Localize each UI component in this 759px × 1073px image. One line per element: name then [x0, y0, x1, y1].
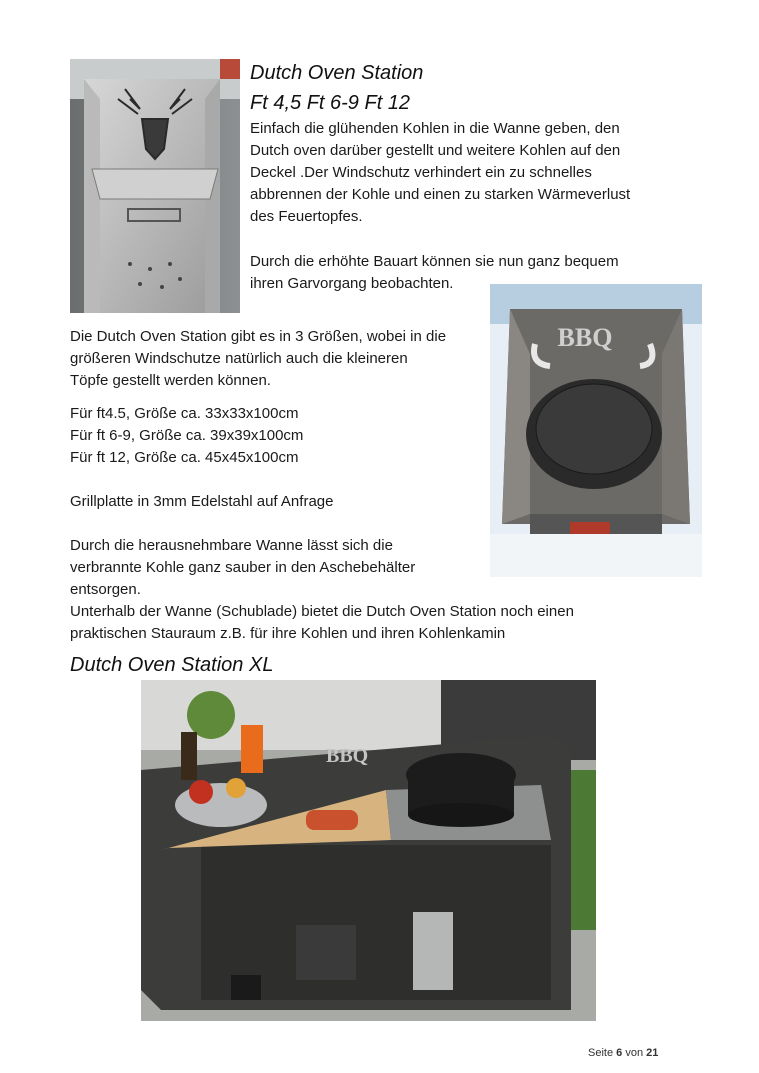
size-item: Für ft 6-9, Größe ca. 39x39x100cm	[70, 427, 304, 444]
section-title-xl: Dutch Oven Station XL	[70, 654, 274, 676]
tray-paragraph: Durch die herausnehmbare Wanne lässt sich die verbrannte Kohle ganz sauber in den Aschebehälter entsorgen. Unterhalb der Wanne (Schublade) bietet die Dutch Oven Station noch einen praktischen Stauraum z.B. für ihre Kohlen und ihren Kohlenkamin	[70, 537, 574, 642]
sizes-list	[70, 403, 485, 469]
page-footer: Seite 6 von 21	[588, 1047, 659, 1059]
grill-plate-note: Grillplatte in 3mm Edelstahl auf Anfrage	[70, 493, 334, 510]
title-line-1: Dutch Oven Station	[250, 62, 424, 84]
size-item: Für ft 12, Größe ca. 45x45x100cm	[70, 449, 299, 466]
height-paragraph: Durch die erhöhte Bauart können sie nun ganz bequem ihren Garvorgang beobachten.	[250, 253, 619, 292]
intro-paragraph: Einfach die glühenden Kohlen in die Wanne geben, den Dutch oven darüber gestellt und weitere Kohlen auf den Deckel .Der Windschutz verhindert ein zu schnelles abbrennen der Kohle und einen zu starken Wärmeverlust des Feuertopfes.	[250, 120, 631, 225]
title-line-2: Ft 4,5 Ft 6-9 Ft 12	[250, 92, 411, 114]
bbq-cutout-text: BBQ	[557, 323, 613, 352]
stag-station-photo	[70, 59, 240, 313]
sizes-intro-paragraph: Die Dutch Oven Station gibt es in 3 Größen, wobei in die größeren Windschutze natürlich auch die kleineren Töpfe gestellt werden können.	[70, 328, 447, 389]
bbq-station-photo	[490, 284, 702, 577]
xl-station-photo	[141, 680, 596, 1021]
xl-bbq-text: BBQ	[326, 745, 369, 767]
size-item: Für ft4.5, Größe ca. 33x33x100cm	[70, 405, 299, 422]
